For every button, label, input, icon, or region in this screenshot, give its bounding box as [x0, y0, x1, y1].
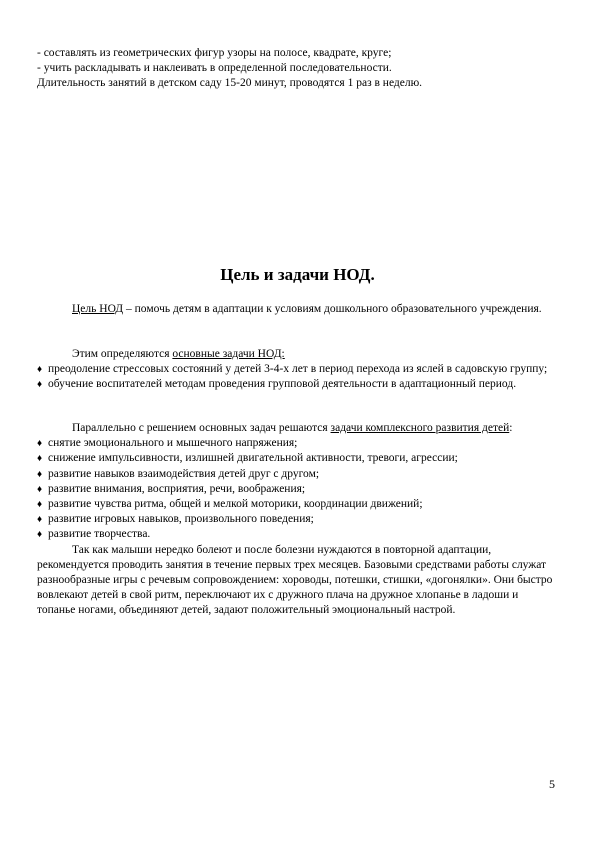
- list-item: [37, 377, 557, 392]
- list-item: [37, 362, 557, 377]
- comp-tasks-heading: задачи комплексного развития детей: [330, 422, 510, 434]
- list-item-text: преодоление стрессовых состояний у детей 3-4-х лет в период перехода из яслей в садовскую группу;: [48, 363, 548, 376]
- list-item-text: обучение воспитателей методам проведения групповой деятельности в адаптационный период.: [48, 378, 517, 391]
- goal-label: Цель НОД: [72, 303, 124, 315]
- list-item-text: развитие навыков взаимодействия детей друг с другом;: [48, 467, 320, 480]
- diamond-bullet-icon: ♦: [37, 499, 43, 511]
- main-tasks-intro: [37, 347, 557, 362]
- text-line: - учить раскладывать и наклеивать в определенной последовательности.: [37, 62, 392, 75]
- list-item: [37, 497, 557, 512]
- goal-text: – помочь детям в адаптации к условиям дошкольного образовательного учреждения.: [123, 303, 542, 315]
- comp-tasks-intro: [37, 421, 557, 436]
- main-tasks-intro-text: Этим определяются: [72, 348, 173, 360]
- diamond-bullet-icon: ♦: [37, 483, 43, 495]
- list-item: [37, 467, 557, 482]
- page-number: 5: [549, 777, 555, 791]
- list-item-text: снижение импульсивности, излишней двигательной активности, тревоги, агрессии;: [48, 452, 458, 465]
- comp-tasks-colon: :: [509, 422, 513, 434]
- diamond-bullet-icon: ♦: [37, 468, 43, 480]
- list-item: [37, 436, 557, 451]
- top-text-block: [37, 46, 557, 92]
- main-tasks-block: [37, 347, 557, 393]
- text-line: - составлять из геометрических фигур узоры на полосе, квадрате, круге;: [37, 47, 392, 59]
- section-title: Цель и задачи НОД.: [220, 265, 375, 284]
- comp-tasks-block: [37, 421, 557, 619]
- list-item-text: развитие творчества.: [48, 528, 151, 541]
- diamond-bullet-icon: ♦: [37, 529, 43, 541]
- goal-paragraph: [37, 302, 557, 317]
- list-item: [37, 451, 557, 466]
- list-item-text: развитие чувства ритма, общей и мелкой моторики, координации движений;: [48, 498, 423, 511]
- list-item: [37, 527, 557, 542]
- diamond-bullet-icon: ♦: [37, 364, 43, 376]
- text-line: Длительность занятий в детском саду 15-20 минут, проводятся 1 раз в неделю.: [37, 77, 423, 90]
- comp-tasks-intro-text: Параллельно с решением основных задач решаются: [72, 422, 331, 434]
- diamond-bullet-icon: ♦: [37, 379, 43, 391]
- list-item-text: снятие эмоционального и мышечного напряжения;: [48, 437, 298, 450]
- closing-paragraph: Так как малыши нередко болеют и после болезни нуждаются в повторной адаптации, рекомендуется проводить занятия в течение первых трех месяцев. Базовыми средствами работы служат разнообразные игры с речевым сопровождением: хороводы, потешки, стишки, «догонялки». Они быстро вовлекают детей в свой ритм, переключают их с дружного плача на дружное хлопанье в ладоши и топанье ногами, объединяют детей, задают положительный эмоциональный настрой.: [37, 543, 553, 617]
- diamond-bullet-icon: ♦: [37, 453, 43, 465]
- list-item: [37, 512, 557, 527]
- list-item-text: развитие игровых навыков, произвольного поведения;: [48, 513, 314, 526]
- list-item-text: развитие внимания, восприятия, речи, воображения;: [48, 482, 306, 495]
- list-item: [37, 482, 557, 497]
- diamond-bullet-icon: ♦: [37, 438, 43, 450]
- diamond-bullet-icon: ♦: [37, 514, 43, 526]
- main-tasks-heading: основные задачи НОД:: [172, 348, 285, 360]
